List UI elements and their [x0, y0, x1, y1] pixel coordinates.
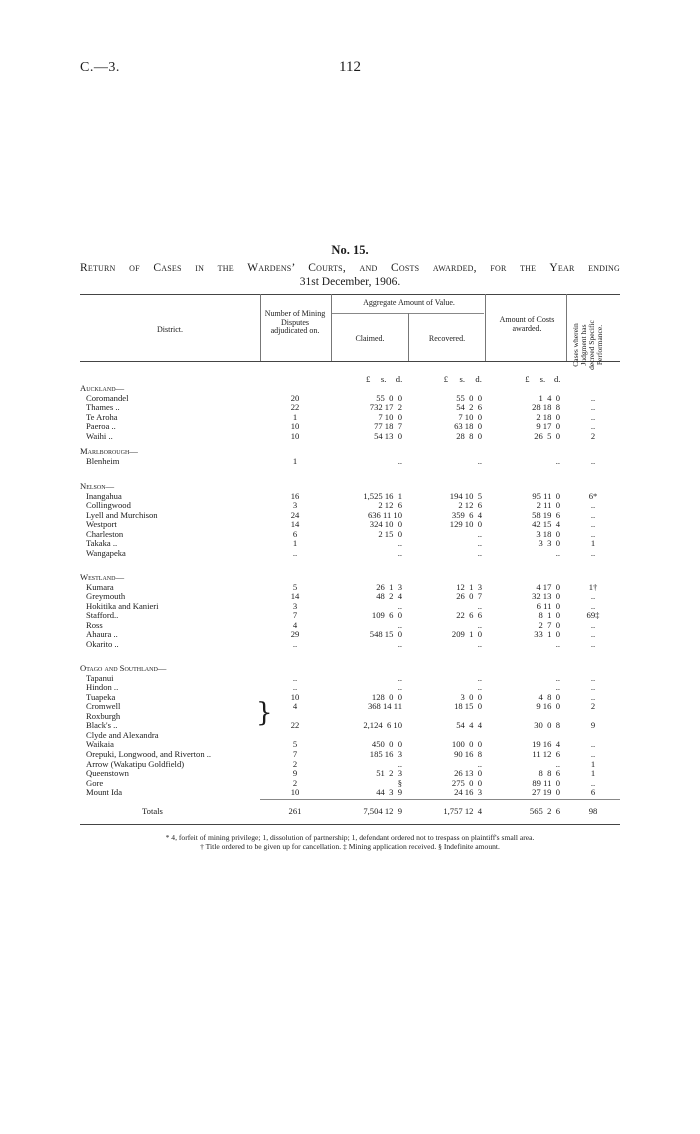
- table-row: [0, 529, 700, 539]
- specific-cell: 1: [590, 768, 596, 779]
- costs-cell: 11 12 6: [532, 748, 560, 759]
- footnote-2: † Title ordered to be given up for cancellation. ‡ Mining application received. § Indefinite amount.: [200, 842, 500, 851]
- recovered-cell: 54 2 6: [456, 402, 482, 413]
- disputes-cell: 5: [292, 581, 298, 592]
- title-word: Wardens’: [247, 262, 295, 274]
- costs-cell: ..: [555, 547, 560, 558]
- specific-cell: ..: [590, 591, 596, 602]
- group-heading: [0, 481, 700, 491]
- table-row: [0, 491, 700, 501]
- claimed-cell: 7 10 0: [378, 411, 402, 422]
- district-name: Cromwell: [86, 701, 121, 712]
- disputes-cell: 22: [290, 720, 300, 731]
- claimed-cell: ..: [397, 758, 402, 769]
- title-word: ending: [588, 262, 620, 274]
- specific-cell: ..: [590, 739, 596, 750]
- disputes-cell: ..: [292, 682, 298, 693]
- costs-cell: 27 19 0: [532, 787, 560, 798]
- disputes-cell: 10: [290, 421, 300, 432]
- costs-cell: ..: [555, 682, 560, 693]
- specific-cell: ..: [590, 509, 596, 520]
- specific-cell: ..: [590, 528, 596, 539]
- costs-cell: 8 1 0: [538, 610, 560, 621]
- costs-cell: 32 13 0: [532, 591, 560, 602]
- disputes-cell: 2: [292, 777, 298, 788]
- costs-cell: ..: [555, 672, 560, 683]
- title-word: Year: [549, 262, 575, 274]
- recovered-cell: ..: [477, 638, 482, 649]
- title-word: the: [217, 262, 234, 274]
- recovered-cell: 26 0 7: [456, 591, 482, 602]
- specific-cell: 1: [590, 538, 596, 549]
- specific-cell: ..: [590, 691, 596, 702]
- costs-cell: 9 17 0: [536, 421, 560, 432]
- table-row: [0, 402, 700, 412]
- table-row: [0, 730, 700, 740]
- claimed-cell: 1,525 16 1: [363, 490, 402, 501]
- specific-cell: 9: [590, 720, 596, 731]
- specific-cell: 2: [590, 701, 596, 712]
- costs-cell: 9 16 0: [536, 701, 560, 712]
- claimed-cell: 55 0 0: [376, 392, 402, 403]
- specific-cell: ..: [590, 547, 596, 558]
- claimed-cell: 2,124 6 10: [363, 720, 402, 731]
- specific-cell: ..: [590, 638, 596, 649]
- claimed-cell: 732 17 2: [369, 402, 402, 413]
- header-recovered: Recovered.: [428, 334, 466, 343]
- district-name: Waikaia: [86, 739, 114, 750]
- disputes-cell: 1: [292, 411, 298, 422]
- recovered-cell: 129 10 0: [449, 519, 482, 530]
- title-word: and: [359, 262, 378, 274]
- group-name: Westland—: [80, 572, 125, 582]
- recovered-cell: ..: [477, 538, 482, 549]
- group-heading: [0, 572, 700, 582]
- table-row: [0, 421, 700, 431]
- disputes-cell: 3: [292, 500, 298, 511]
- claimed-cell: 54 13 0: [374, 430, 402, 441]
- footnote-1: * 4, forfeit of mining privilege; 1, dissolution of partnership; 1, defendant ordered not to trespass on plaintiff's small area.: [165, 833, 535, 842]
- district-name: Gore: [86, 777, 104, 788]
- table-row: [0, 591, 700, 601]
- district-name: Black's ..: [86, 720, 118, 731]
- claimed-cell: 2 15 0: [378, 528, 402, 539]
- claimed-cell: ..: [397, 682, 402, 693]
- group-heading: [0, 383, 700, 393]
- claimed-cell: 51 2 3: [376, 768, 402, 779]
- disputes-cell: 24: [290, 509, 300, 520]
- district-name: Ahaura ..: [86, 629, 118, 640]
- disputes-cell: 16: [290, 490, 300, 501]
- recovered-cell: 90 16 8: [454, 748, 482, 759]
- district-name: Waihi ..: [86, 430, 113, 441]
- recovered-cell: ..: [477, 682, 482, 693]
- specific-cell: ..: [590, 411, 596, 422]
- table-row: [0, 778, 700, 788]
- disputes-cell: 14: [290, 519, 300, 530]
- recovered-cell: ..: [477, 547, 482, 558]
- disputes-cell: 14: [290, 591, 300, 602]
- district-name: Westport: [86, 519, 117, 530]
- table-row: [0, 582, 700, 592]
- currency-unit: d.: [395, 374, 403, 384]
- costs-cell: 4 8 0: [538, 691, 560, 702]
- costs-cell: ..: [555, 638, 560, 649]
- recovered-cell: 2 12 6: [458, 500, 482, 511]
- specific-cell: ..: [590, 402, 596, 413]
- district-name: Queenstown: [86, 768, 129, 779]
- claimed-cell: §: [397, 777, 402, 788]
- table-row: [0, 768, 700, 778]
- recovered-cell: ..: [477, 619, 482, 630]
- specific-cell: 2: [590, 430, 596, 441]
- costs-cell: 42 15 4: [532, 519, 560, 530]
- costs-cell: 58 19 6: [532, 509, 560, 520]
- district-name: Tuapeka: [86, 691, 116, 702]
- costs-cell: 95 11 0: [532, 490, 560, 501]
- recovered-cell: 275 0 0: [451, 777, 482, 788]
- specific-cell: 69‡: [586, 610, 600, 621]
- disputes-cell: 1: [292, 538, 298, 549]
- title-word: of: [129, 262, 140, 274]
- specific-cell: ..: [590, 500, 596, 511]
- claimed-cell: 26 1 3: [376, 581, 402, 592]
- recovered-cell: 18 15 0: [454, 701, 482, 712]
- costs-cell: 30 0 8: [534, 720, 560, 731]
- currency-unit: £: [525, 374, 530, 384]
- table-row: [0, 720, 700, 730]
- recovered-cell: 209 1 0: [451, 629, 482, 640]
- table-row: [0, 759, 700, 769]
- table-row: [0, 629, 700, 639]
- currency-unit: s.: [380, 374, 387, 384]
- claimed-cell: 450 0 0: [371, 739, 402, 750]
- specific-cell: ..: [590, 519, 596, 530]
- specific-cell: ..: [590, 455, 596, 466]
- table-row: [0, 610, 700, 620]
- costs-cell: 33 1 0: [534, 629, 560, 640]
- disputes-cell: 3: [292, 600, 298, 611]
- totals-disputes: 261: [288, 806, 302, 816]
- page-ref: C.—3.: [80, 60, 120, 75]
- specific-cell: ..: [590, 672, 596, 683]
- header-district: District.: [157, 325, 183, 334]
- currency-unit: s.: [539, 374, 546, 384]
- district-name: Coromandel: [86, 392, 129, 403]
- group-name: Marlborough—: [80, 446, 138, 456]
- district-name: Roxburgh: [86, 710, 121, 721]
- district-name: Charleston: [86, 528, 124, 539]
- district-name: Blenheim: [86, 455, 120, 466]
- totals-row: [0, 806, 700, 816]
- totals-label: Totals: [142, 806, 163, 816]
- disputes-cell: 1: [292, 455, 298, 466]
- costs-cell: 26 5 0: [534, 430, 560, 441]
- disputes-cell: 2: [292, 758, 298, 769]
- table-row: [0, 711, 700, 721]
- currency-unit: d.: [554, 374, 561, 384]
- disputes-cell: 10: [290, 691, 300, 702]
- claimed-cell: 2 12 6: [378, 500, 402, 511]
- disputes-cell: 22: [290, 402, 300, 413]
- costs-cell: 4 17 0: [536, 581, 560, 592]
- district-name: Clyde and Alexandra: [86, 729, 159, 740]
- recovered-cell: 194 10 5: [449, 490, 482, 501]
- totals-specific: 98: [588, 806, 598, 816]
- costs-cell: 19 16 4: [532, 739, 560, 750]
- specific-cell: ..: [590, 619, 596, 630]
- claimed-cell: 77 18 7: [374, 421, 402, 432]
- table-title-line2: 31st December, 1906.: [299, 276, 401, 288]
- costs-cell: 28 18 8: [532, 402, 560, 413]
- title-word: Costs: [391, 262, 420, 274]
- claimed-cell: ..: [397, 638, 402, 649]
- disputes-cell: ..: [292, 672, 298, 683]
- claimed-cell: ..: [397, 547, 402, 558]
- specific-cell: 1†: [588, 581, 598, 592]
- group-heading: [0, 663, 700, 673]
- recovered-cell: ..: [477, 455, 482, 466]
- specific-cell: 6: [590, 787, 596, 798]
- recovered-cell: 12 1 3: [456, 581, 482, 592]
- district-name: Mount Ida: [86, 787, 123, 798]
- district-name: Arrow (Wakatipu Goldfield): [86, 758, 185, 769]
- totals-costs: 565 2 6: [529, 806, 560, 816]
- group-heading: [0, 446, 700, 456]
- grouping-brace: }: [256, 698, 273, 728]
- specific-cell: ..: [590, 392, 596, 403]
- costs-cell: 3 18 0: [536, 528, 560, 539]
- recovered-cell: ..: [477, 600, 482, 611]
- recovered-cell: 24 16 3: [454, 787, 482, 798]
- recovered-cell: 63 18 0: [454, 421, 482, 432]
- group-name: Auckland—: [80, 383, 125, 393]
- table-row: [0, 538, 700, 548]
- disputes-cell: 7: [292, 610, 298, 621]
- table-row: [0, 412, 700, 422]
- specific-cell: ..: [590, 421, 596, 432]
- district-name: Orepuki, Longwood, and Riverton ..: [86, 748, 212, 759]
- claimed-cell: ..: [397, 619, 402, 630]
- claimed-cell: 324 10 0: [369, 519, 402, 530]
- disputes-cell: 29: [290, 629, 300, 640]
- header-aggregate: Aggregate Amount of Value.: [363, 298, 455, 307]
- table-row: [0, 692, 700, 702]
- disputes-cell: 5: [292, 739, 298, 750]
- title-word: awarded,: [432, 262, 477, 274]
- district-name: Thames ..: [86, 402, 120, 413]
- costs-cell: ..: [555, 758, 560, 769]
- currency-unit: £: [366, 374, 371, 384]
- specific-cell: 1: [590, 758, 596, 769]
- recovered-cell: 54 4 4: [456, 720, 482, 731]
- title-word: Cases: [153, 262, 182, 274]
- specific-cell: ..: [590, 600, 596, 611]
- title-word: for: [490, 262, 507, 274]
- disputes-cell: ..: [292, 547, 298, 558]
- table-row: [0, 510, 700, 520]
- costs-cell: 2 7 0: [538, 619, 560, 630]
- table-row: [0, 682, 700, 692]
- recovered-cell: 100 0 0: [451, 739, 482, 750]
- recovered-cell: 22 6 6: [456, 610, 482, 621]
- title-word: the: [520, 262, 537, 274]
- costs-cell: 3 3 0: [538, 538, 560, 549]
- district-name: Stafford..: [86, 610, 119, 621]
- claimed-cell: 44 3 9: [376, 787, 402, 798]
- district-name: Te Aroha: [86, 411, 118, 422]
- specific-cell: ..: [590, 777, 596, 788]
- district-name: Collingwood: [86, 500, 131, 511]
- claimed-cell: ..: [397, 455, 402, 466]
- district-name: Greymouth: [86, 591, 126, 602]
- district-name: Wangapeka: [86, 547, 126, 558]
- title-word: Return: [80, 262, 116, 274]
- disputes-cell: ..: [292, 638, 298, 649]
- group-name: Nelson—: [80, 481, 115, 491]
- specific-cell: ..: [590, 682, 596, 693]
- disputes-cell: 4: [292, 701, 298, 712]
- costs-cell: ..: [555, 455, 560, 466]
- district-name: Ross: [86, 619, 103, 630]
- currency-unit: £: [443, 374, 449, 384]
- table-row: [0, 620, 700, 630]
- header-specific: Cases wherein Judgment has decreed Specific Performance.: [571, 320, 604, 370]
- table-row: [0, 673, 700, 683]
- table-row: [0, 548, 700, 558]
- table-bottom-rule: [80, 824, 620, 825]
- claimed-cell: 368 14 11: [367, 701, 402, 712]
- costs-cell: 2 11 0: [536, 500, 560, 511]
- claimed-cell: 48 2 4: [376, 591, 402, 602]
- recovered-cell: 55 0 0: [456, 392, 482, 403]
- claimed-cell: 185 16 3: [369, 748, 402, 759]
- table-row: [0, 393, 700, 403]
- disputes-cell: 7: [292, 748, 298, 759]
- district-name: Inangahua: [86, 490, 122, 501]
- disputes-cell: 9: [292, 768, 298, 779]
- district-name: Paeroa ..: [86, 421, 116, 432]
- table-row: [0, 639, 700, 649]
- claimed-cell: 548 15 0: [369, 629, 402, 640]
- costs-cell: 89 11 0: [532, 777, 560, 788]
- disputes-cell: 20: [290, 392, 300, 403]
- title-word: in: [195, 262, 205, 274]
- district-name: Kumara: [86, 581, 114, 592]
- costs-cell: 2 18 0: [536, 411, 560, 422]
- table-row: [0, 601, 700, 611]
- table-row: [0, 787, 700, 797]
- district-name: Hokitika and Kanieri: [86, 600, 159, 611]
- claimed-cell: ..: [397, 672, 402, 683]
- table-row: [0, 500, 700, 510]
- specific-cell: ..: [590, 629, 596, 640]
- district-name: Lyell and Murchison: [86, 509, 158, 520]
- table-row: [0, 739, 700, 749]
- claimed-cell: ..: [397, 600, 402, 611]
- costs-cell: 8 8 6: [538, 768, 560, 779]
- claimed-cell: 636 11 10: [367, 509, 402, 520]
- district-name: Tapanui: [86, 672, 114, 683]
- district-name: Takaka ..: [86, 538, 118, 549]
- specific-cell: 6*: [588, 490, 598, 501]
- recovered-cell: 26 13 0: [454, 768, 482, 779]
- claimed-cell: 128 0 0: [371, 691, 402, 702]
- group-name: Otago and Southland—: [80, 663, 167, 673]
- recovered-cell: 28 8 0: [456, 430, 482, 441]
- claimed-cell: 109 6 0: [371, 610, 402, 621]
- table-row: [0, 456, 700, 466]
- table-row: [0, 519, 700, 529]
- table-row: [0, 749, 700, 759]
- totals-rule-top: [260, 799, 620, 800]
- disputes-cell: 6: [292, 528, 298, 539]
- title-word: Courts,: [308, 262, 346, 274]
- disputes-cell: 4: [292, 619, 298, 630]
- totals-recovered: 1,757 12 4: [443, 806, 482, 816]
- totals-claimed: 7,504 12 9: [363, 806, 402, 816]
- table-row: [0, 431, 700, 441]
- header-claimed: Claimed.: [355, 334, 385, 343]
- costs-cell: 1 4 0: [538, 392, 560, 403]
- recovered-cell: ..: [477, 528, 482, 539]
- specific-cell: ..: [590, 748, 596, 759]
- recovered-cell: 7 10 0: [458, 411, 482, 422]
- district-name: Okarito ..: [86, 638, 119, 649]
- currency-unit: s.: [459, 374, 466, 384]
- recovered-cell: 359 6 4: [451, 509, 482, 520]
- disputes-cell: 10: [290, 787, 300, 798]
- recovered-cell: 3 0 0: [460, 691, 482, 702]
- claimed-cell: ..: [397, 538, 402, 549]
- header-disputes: Number of Mining Disputes adjudicated on.: [264, 309, 326, 335]
- header-costs: Amount of Costs awarded.: [499, 315, 555, 333]
- currency-unit: d.: [475, 374, 482, 384]
- page-number: 112: [339, 59, 361, 75]
- disputes-cell: 10: [290, 430, 300, 441]
- recovered-cell: ..: [477, 672, 482, 683]
- costs-cell: 6 11 0: [536, 600, 560, 611]
- district-name: Hindon ..: [86, 682, 119, 693]
- table-row: [0, 701, 700, 711]
- table-number: No. 15.: [331, 243, 369, 257]
- recovered-cell: ..: [477, 758, 482, 769]
